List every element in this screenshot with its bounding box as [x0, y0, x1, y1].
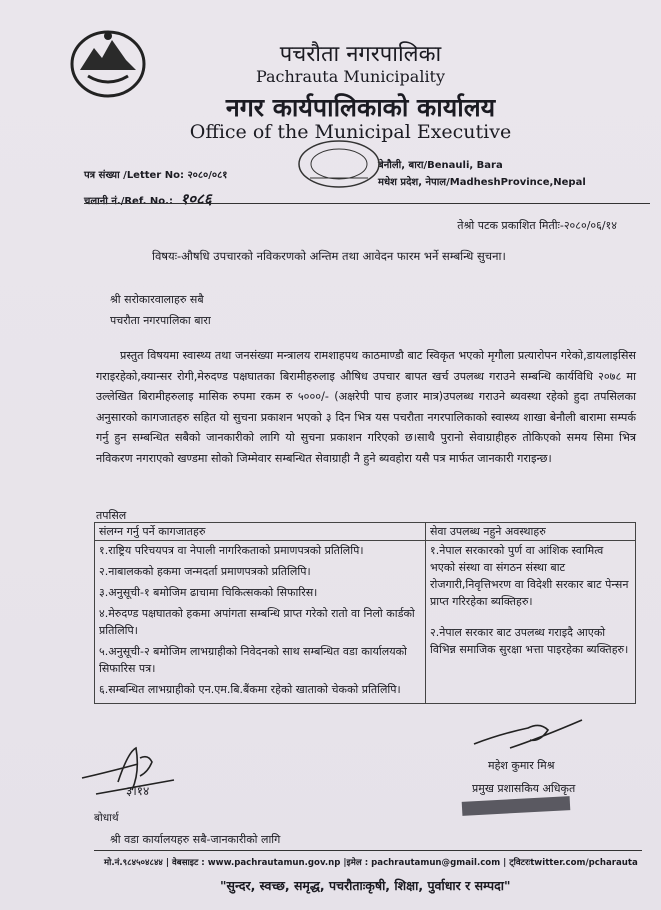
document-item: २.नाबालकको हकमा जन्मदर्ता प्रमाणपत्रको प्रतिलिपि।: [99, 565, 311, 578]
document-item: ४.मेरुदण्ड पक्षघातको हकमा अपांगता सम्बन्धि प्राप्त गरेको रातो वा निलो कार्डको प्रतिलिपि।: [99, 607, 415, 637]
officer-title: प्रमुख प्रशासकिय अधिकृत: [472, 782, 576, 795]
exclusion-item: २.नेपाल सरकार बाट उपलब्ध गराइदै आएको विभिन्न समाजिक सुरक्षा भत्ता पाइरहेका ब्यक्तिहरु।: [430, 626, 629, 656]
publish-date: तेश्रो पटक प्रकाशित मितीः-२०८०/०६/१४: [457, 219, 617, 232]
address-line-2: मधेश प्रदेश, नेपाल/MadheshProvince,Nepal: [378, 177, 586, 188]
footer-contact: मो.नं.९८४५०४८४४ | वेबसाइट : www.pachrautamun.gov.np |इमेल : pachrautamun@gmail.com | ट्विटरःtwitter.com/pcharauta: [104, 858, 638, 868]
reference-number: [84, 189, 212, 209]
office-name-np: नगर कार्यपालिकाको कार्यालय: [225, 93, 496, 122]
municipality-name-np: पचरौता नगरपालिका: [279, 42, 442, 67]
header-divider: [84, 203, 650, 204]
ref-label: चलानी नं./Ref. No.:: [84, 196, 173, 207]
officer-title-stamp: [462, 796, 571, 816]
recipient-line-1: श्री सरोकारवालाहरु सबै: [110, 293, 204, 306]
body-paragraph: प्रस्तुत विषयमा स्वास्थ्य तथा जनसंख्या मन्त्रालय रामशाहपथ काठमाण्डौ बाट स्विकृत भएको मृगौला प्रत्यारोपन गरेको,डायलाइसिस गराइरहेको,क्यान्सर रोगी,मेरुदण्ड पक्षघातका बिरामीहरुलाइ औषिध उपचार बापत खर्च उपलब्ध गराउने सम्बन्धि कार्यविधि २०७८ मा उल्लेखित बिरामीहरुलाइ मासिक रुपमा रकम रु ५०००/- (अक्षरेपी पाच हजार मात्र)उपलब्ध गराउने ब्यवस्था रहेको हुदा तपसिलका अनुसारको कागजातहरु सहित यो सुचना प्रकाशन भएको ३ दिन भित्र यस पचरौता नगरपालिकाको स्वास्थ्य शाखा बेनौली बारामा सम्पर्क गर्नु हुन सम्बन्धित सबैको जानकारीको लागि यो सुचना प्रकाशन गरिएको छ।साथै पुरानो सेवाग्राहीहरु तोकिएको समय सिमा भित्र नविकरण नगराएको खण्डमा सोको जिम्मेवार सम्बन्धित सेवाग्राही नै हुने ब्यवहोरा यसै पत्र मार्फत जानकारी गराइन्छ।: [96, 349, 636, 465]
address-line-1: बेनौली, बारा/Benauli, Bara: [378, 160, 503, 171]
requirements-table: [94, 522, 636, 704]
table-header-documents: संलग्न गर्नु पर्ने कागजातहरु: [95, 523, 426, 541]
table-header-exclusions: सेवा उपलब्ध नहुने अवस्थाहरु: [426, 523, 636, 541]
document-item: ६.सम्बन्धित लाभग्राहीको एन.एम.बि.बैंकमा रहेको खाताको चेकको प्रतिलिपि।: [99, 683, 401, 696]
document-item: १.राष्ट्रिय परिचयपत्र वा नेपाली नागरिकताको प्रमाणपत्रको प्रतिलिपि।: [99, 544, 364, 557]
tapsil-label: तपसिल: [96, 509, 127, 522]
signature-date: ३।१४: [126, 784, 150, 798]
officer-name: महेश कुमार मिश्र: [488, 759, 555, 772]
footer-motto: "सुन्दर, स्वच्छ, समृद्ध, पचरौताःकृषी, शिक्षा, पुर्वाधार र सम्पदा": [220, 878, 511, 893]
document-item: ३.अनुसूची-१ बमोजिम ढाचामा चिकित्सकको सिफारिस।: [99, 586, 318, 599]
cc-line: श्री वडा कार्यालयहरु सबै-जानकारीको लागि: [110, 833, 281, 846]
office-seal-stamp: [296, 138, 382, 190]
bodharth-label: बोधार्थ: [94, 812, 119, 824]
handwritten-signature-right: [470, 714, 590, 754]
exclusions-cell: [426, 541, 636, 704]
recipient-line-2: पचरौता नगरपालिका बारा: [110, 314, 211, 327]
municipality-name-en: Pachrauta Municipality: [255, 67, 446, 86]
documents-cell: [95, 541, 426, 704]
subject-line: विषयः-औषधि उपचारको नविकरणको अन्तिम तथा आवेदन फारम भर्ने सम्बन्धि सुचना।: [152, 249, 506, 263]
letter-number: पत्र संख्या /Letter No: २०८०/०८१: [84, 170, 228, 181]
exclusion-item: १.नेपाल सरकारको पुर्ण वा आंशिक स्वामित्व भएको संस्था वा संगठन संस्था बाट रोजगारी,निवृत्तिभरण वा विदेशी सरकार बाट पेन्सन प्राप्त गरिरहेका ब्यक्तिहरु।: [430, 544, 629, 608]
office-name-en: Office of the Municipal Executive: [189, 121, 512, 143]
ref-value: १०८६: [180, 190, 212, 208]
footer-divider: [94, 850, 642, 851]
document-item: ५.अनुसूची-२ बमोजिम लाभग्राहीको निवेदनको साथ सम्बन्धित वडा कार्यालयको सिफारिस पत्र।: [99, 645, 407, 675]
